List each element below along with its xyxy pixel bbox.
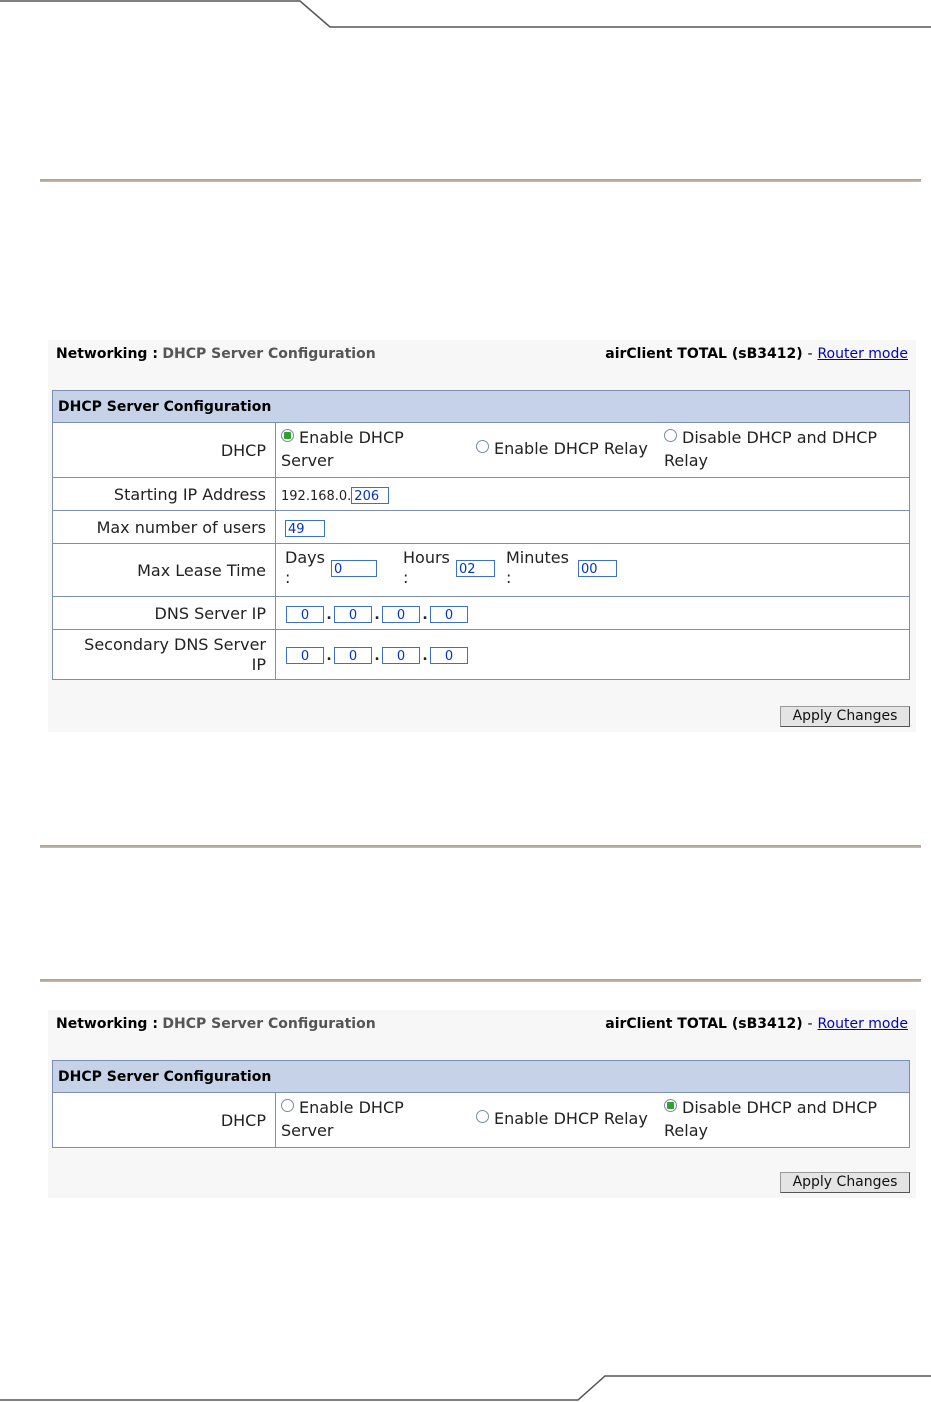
starting-ip-input[interactable]: 206 [351,487,389,504]
table-row [53,544,910,597]
secondary-dns-octet-2[interactable]: 0 [334,647,372,664]
radio-enable-dhcp-server[interactable] [281,1099,294,1112]
radio-disable-dhcp[interactable] [664,1099,677,1112]
breadcrumb-page: DHCP Server Configuration [162,346,376,362]
lease-time-cell [276,544,910,597]
option-label: Enable DHCP [299,1098,404,1117]
radio-enable-dhcp-server[interactable] [281,429,294,442]
dns-cell [276,597,910,630]
ip-dot: . [422,648,428,664]
option-enable-dhcp-server[interactable] [281,426,404,472]
breadcrumb-section: Networking : [56,346,158,362]
days-input[interactable]: 0 [331,560,377,577]
option-disable-dhcp[interactable] [664,1096,877,1142]
breadcrumb [56,1016,376,1032]
option-label: Enable DHCP [299,428,404,447]
breadcrumb-page: DHCP Server Configuration [162,1016,376,1032]
radio-disable-dhcp[interactable] [664,429,677,442]
page-header [48,1010,916,1040]
router-mode-link[interactable]: Router mode [817,346,908,362]
device-name: airClient TOTAL (sB3412) [605,346,803,362]
router-mode-link[interactable]: Router mode [817,1016,908,1032]
days-colon: : [285,568,291,587]
device-name: airClient TOTAL (sB3412) [605,1016,803,1032]
option-label: Enable DHCP Relay [494,1109,648,1128]
secondary-dns-octet-4[interactable]: 0 [430,647,468,664]
radio-enable-dhcp-relay[interactable] [476,1110,489,1123]
dns-octet-2[interactable]: 0 [334,606,372,623]
secondary-dns-label [53,630,276,680]
option-enable-dhcp-relay[interactable] [476,437,648,460]
ip-dot: . [374,648,380,664]
option-disable-dhcp[interactable] [664,426,877,472]
secondary-dns-label-line2: IP [251,654,266,674]
dhcp-config-table [52,390,910,680]
table-title: DHCP Server Configuration [53,391,910,423]
starting-ip-cell [276,478,910,511]
option-label: Disable DHCP and DHCP [682,1098,878,1117]
table-row [53,630,910,680]
divider-rule [40,979,921,982]
starting-ip-label: Starting IP Address [53,478,276,511]
bottom-corner-line [0,1376,931,1400]
table-row [53,478,910,511]
dns-label: DNS Server IP [53,597,276,630]
minutes-input[interactable]: 00 [578,560,617,577]
option-label: Server [281,1121,334,1140]
divider-rule [40,179,921,182]
hours-label: Hours [403,548,450,567]
dns-octet-4[interactable]: 0 [430,606,468,623]
starting-ip-prefix: 192.168.0. [281,488,352,504]
option-label: Relay [664,1121,708,1140]
apply-changes-button[interactable]: Apply Changes [780,1172,910,1193]
max-users-label: Max number of users [53,511,276,544]
dhcp-label: DHCP [53,1093,276,1148]
max-users-cell [276,511,910,544]
secondary-dns-octet-3[interactable]: 0 [382,647,420,664]
device-info [605,346,908,362]
secondary-dns-label-line1: Secondary DNS Server [84,634,266,654]
dns-octet-3[interactable]: 0 [382,606,420,623]
ip-dot: . [374,606,380,623]
dhcp-config-panel-disabled [48,1010,916,1198]
days-group [285,548,325,588]
secondary-dns-octet-1[interactable]: 0 [286,647,324,664]
separator: - [807,1016,813,1032]
separator: - [807,346,813,362]
breadcrumb-section: Networking : [56,1016,158,1032]
ip-dot: . [326,648,332,664]
option-enable-dhcp-relay[interactable] [476,1107,648,1130]
divider-rule [40,845,921,848]
hours-input[interactable]: 02 [456,560,495,577]
option-label: Disable DHCP and DHCP [682,428,878,447]
dhcp-config-panel-enabled [48,340,916,732]
ip-dot: . [326,606,332,623]
table-title: DHCP Server Configuration [53,1061,910,1093]
minutes-group [506,548,569,588]
table-row [53,597,910,630]
lease-time-label: Max Lease Time [53,544,276,597]
table-row [53,423,910,478]
device-info [605,1016,908,1032]
max-users-input[interactable]: 49 [285,520,325,537]
dhcp-options [276,1093,910,1148]
secondary-dns-cell [276,630,910,680]
minutes-colon: : [506,568,512,587]
table-row [53,511,910,544]
hours-colon: : [403,568,409,587]
minutes-label: Minutes [506,548,569,567]
days-label: Days [285,548,325,567]
option-label: Relay [664,451,708,470]
dhcp-config-table [52,1060,910,1148]
page-header [48,340,916,370]
dhcp-options [276,423,910,478]
option-enable-dhcp-server[interactable] [281,1096,404,1142]
dns-octet-1[interactable]: 0 [286,606,324,623]
apply-changes-button[interactable]: Apply Changes [780,706,910,727]
table-row [53,1093,910,1148]
hours-group [403,548,450,588]
ip-dot: . [422,606,428,623]
breadcrumb [56,346,376,362]
option-label: Enable DHCP Relay [494,439,648,458]
dhcp-label: DHCP [53,423,276,478]
top-corner-line [0,1,931,27]
option-label: Server [281,451,334,470]
radio-enable-dhcp-relay[interactable] [476,440,489,453]
